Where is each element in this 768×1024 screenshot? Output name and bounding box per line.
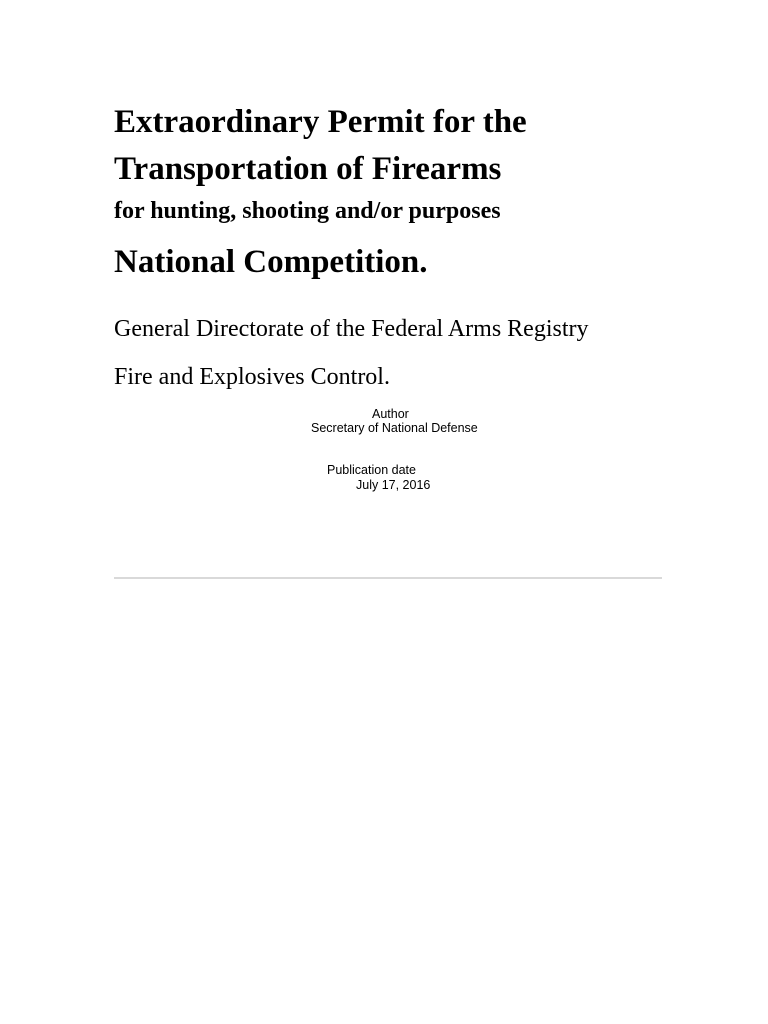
title-line-2: Transportation of Firearms — [114, 151, 502, 187]
author-value: Secretary of National Defense — [311, 421, 478, 435]
publication-date-label: Publication date — [327, 463, 416, 477]
subtitle-line-2: Fire and Explosives Control. — [114, 364, 390, 390]
title-line-3: for hunting, shooting and/or purposes — [114, 198, 501, 224]
author-label: Author — [372, 407, 409, 421]
publication-date-value: July 17, 2016 — [356, 478, 431, 492]
subtitle-line-1: General Directorate of the Federal Arms Registry — [114, 316, 589, 342]
horizontal-divider — [114, 577, 662, 579]
title-line-1: Extraordinary Permit for the — [114, 104, 527, 140]
title-line-4: National Competition. — [114, 244, 428, 280]
